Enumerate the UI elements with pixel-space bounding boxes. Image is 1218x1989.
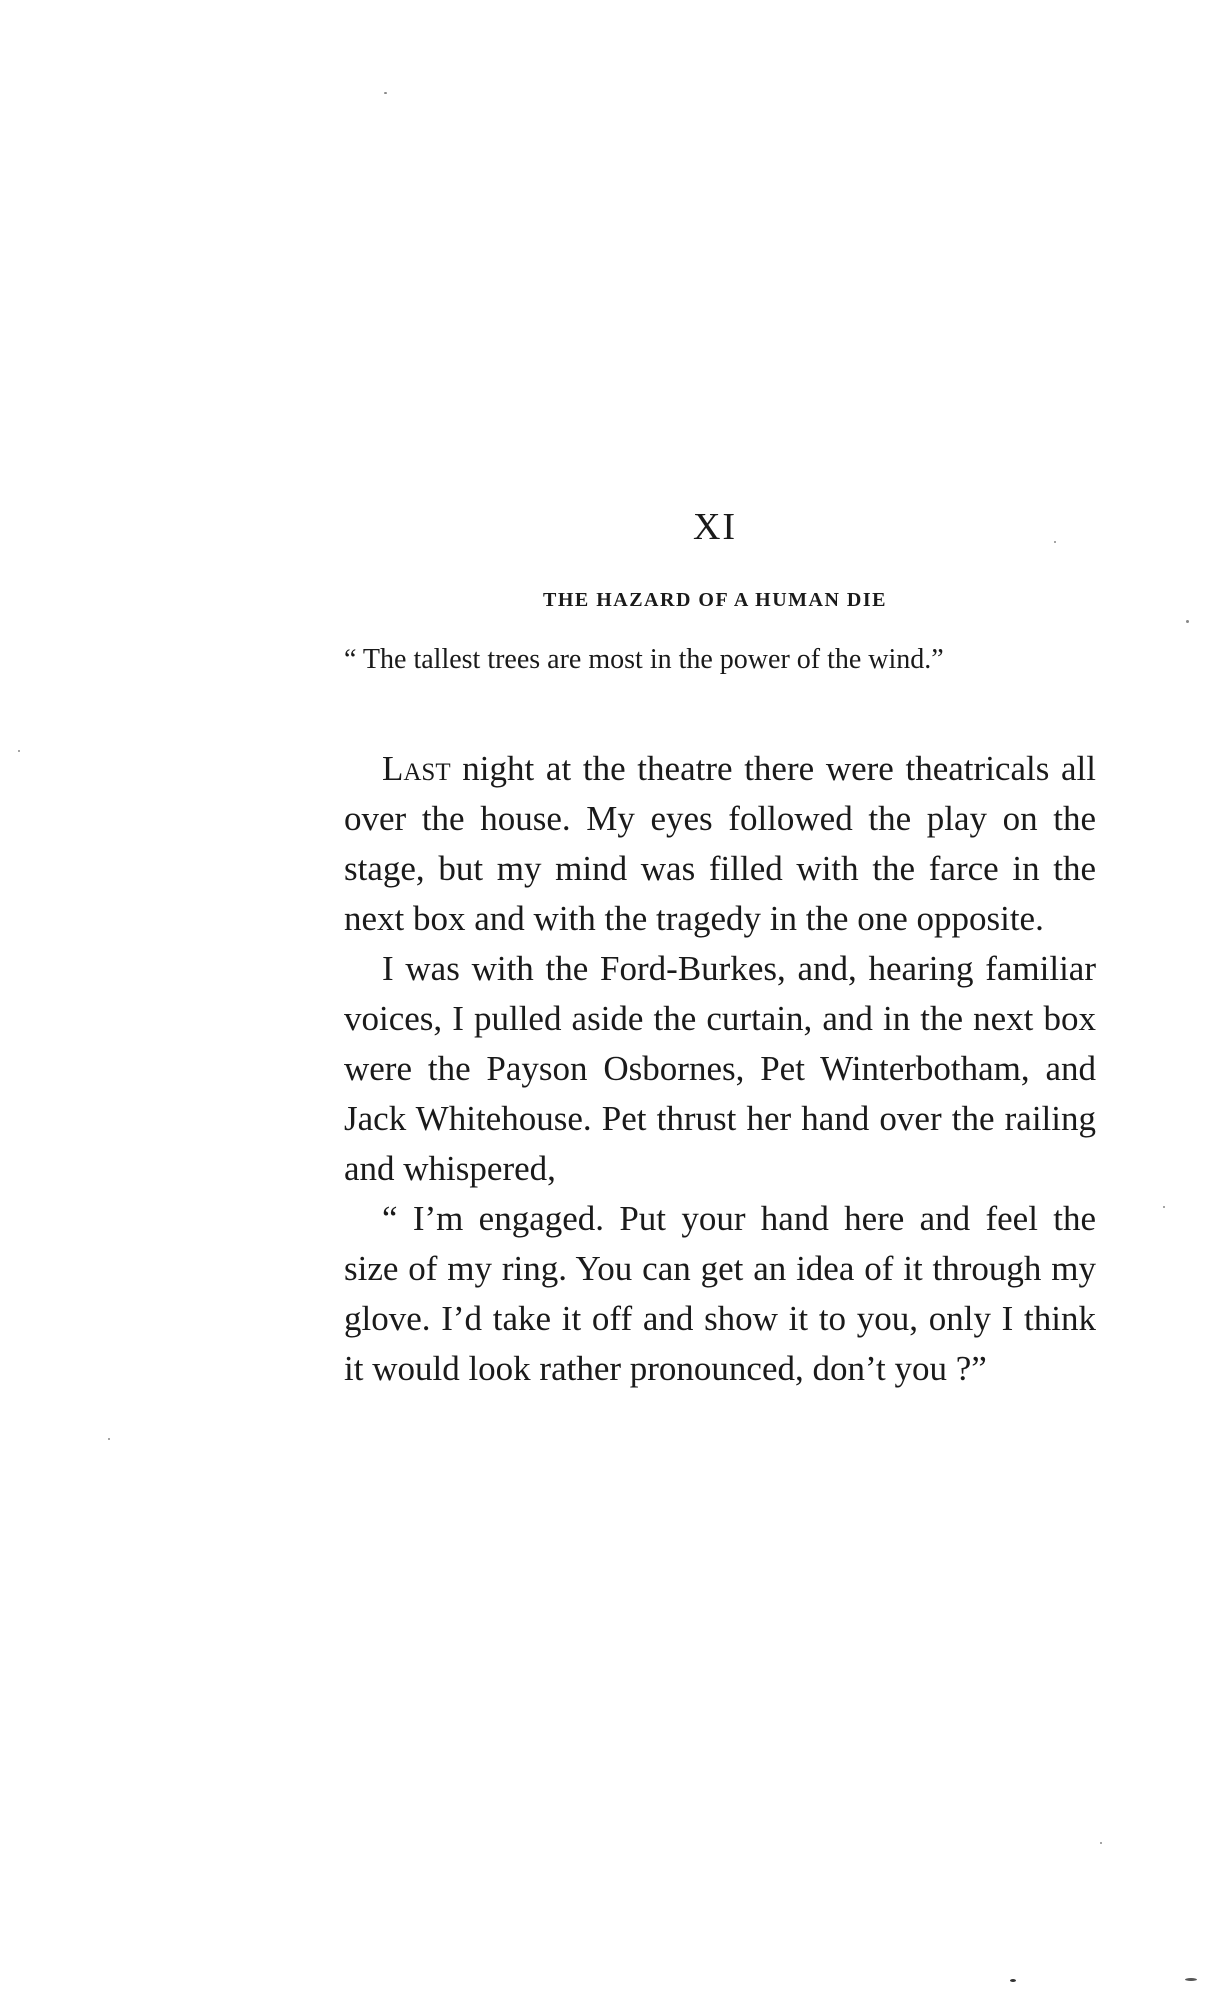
paragraph-3: “ I’m engaged. Put your hand here and feel the size of my ring. You can get an idea of it through my glove. I’d take it off and show it to you, only I think it would look rather pronounced, don’t you ?” (344, 1199, 1096, 1388)
body-text (344, 744, 1096, 1394)
lead-word: Last (382, 749, 451, 788)
paragraph-1 (344, 744, 1096, 944)
chapter-number: XI (692, 506, 738, 548)
epigraph: “ The tallest trees are most in the power of the wind.” (344, 644, 944, 675)
chapter-title: THE HAZARD OF A HUMAN DIE (542, 589, 887, 611)
paragraph-2: I was with the Ford-Burkes, and, hearing familiar voices, I pulled aside the curtain, and in the next box were the Payson Osbornes, Pet Winterbotham, and Jack Whitehouse. Pet thrust her hand over the railing and whispered, (344, 949, 1096, 1188)
paragraph-text: night at the theatre there were theatricals all over the house. My eyes followed the play on the stage, but my mind was filled with the farce in the next box and with the tragedy in the one opposite. (344, 749, 1096, 938)
